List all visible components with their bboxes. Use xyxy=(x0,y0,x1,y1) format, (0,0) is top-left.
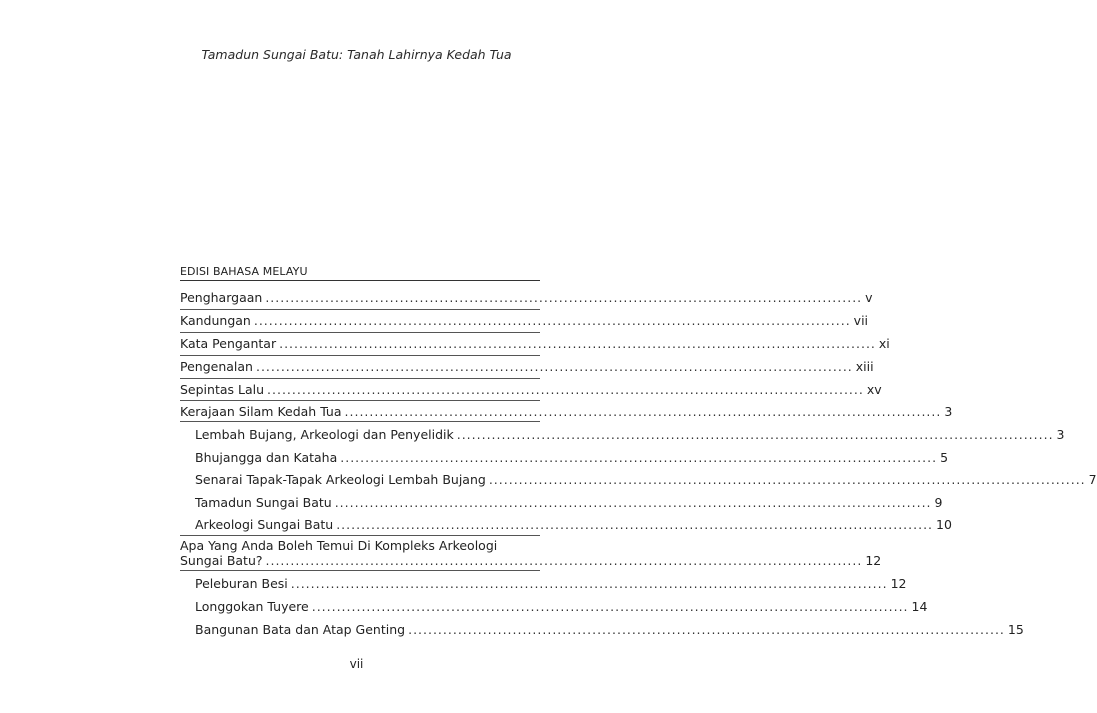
toc-subentry xyxy=(195,576,907,591)
toc-entry-label: Kandungan xyxy=(180,313,251,328)
toc-chapter-entry xyxy=(180,404,953,419)
toc-entry-page: 5 xyxy=(940,450,949,465)
toc-top-rule xyxy=(180,280,540,281)
toc-entry-page: 3 xyxy=(944,404,953,419)
toc-leader-dots: ........................................................................................................................ xyxy=(488,472,1086,487)
toc-subentry xyxy=(195,495,943,510)
toc-entry-page: 7 xyxy=(1088,472,1097,487)
toc-divider xyxy=(180,400,540,401)
toc-leader-dots: ........................................................................................................................ xyxy=(290,576,888,591)
toc-entry xyxy=(180,359,874,374)
toc-entry-page: 3 xyxy=(1056,427,1065,442)
toc-leader-dots: ........................................................................................................................ xyxy=(267,382,864,397)
toc-entry-page: 9 xyxy=(934,495,943,510)
toc-entry-page: 12 xyxy=(865,553,882,568)
toc-entry-label-line1: Apa Yang Anda Boleh Temui Di Kompleks Arkeologi xyxy=(180,538,498,553)
toc-divider xyxy=(180,421,540,422)
toc-entry-page: xv xyxy=(866,382,882,397)
toc-leader-dots: ........................................................................................................................ xyxy=(255,359,853,374)
toc-entry-label: Tamadun Sungai Batu xyxy=(195,495,332,510)
toc-entry-label: Sepintas Lalu xyxy=(180,382,265,397)
toc-subentry xyxy=(195,472,1097,487)
toc-divider xyxy=(180,378,540,379)
toc-entry-label: Longgokan Tuyere xyxy=(195,599,309,614)
toc-leader-dots: ........................................................................................................................ xyxy=(334,495,932,510)
toc-entry-page: 14 xyxy=(911,599,928,614)
toc-entry-page: xi xyxy=(878,336,890,351)
toc-leader-dots: ........................................................................................................................ xyxy=(253,313,851,328)
toc-entry-page: v xyxy=(865,290,873,305)
toc-divider xyxy=(180,355,540,356)
toc-subentry xyxy=(195,622,1024,637)
toc-leader-dots: ........................................................................................................................ xyxy=(265,290,863,305)
toc-divider xyxy=(180,332,540,333)
toc-leader-dots: ........................................................................................................................ xyxy=(344,404,942,419)
toc-leader-dots: ........................................................................................................................ xyxy=(336,517,934,532)
toc-subentry xyxy=(195,517,952,532)
toc-entry-label: Bhujangga dan Kataha xyxy=(195,450,338,465)
toc-entry-label: Bangunan Bata dan Atap Genting xyxy=(195,622,406,637)
toc-entry-label: Lembah Bujang, Arkeologi dan Penyelidik xyxy=(195,427,454,442)
toc-entry-page: xiii xyxy=(855,359,874,374)
toc-entry-label: Peleburan Besi xyxy=(195,576,288,591)
toc-subentry xyxy=(195,599,928,614)
page-number: vii xyxy=(349,657,364,671)
toc-entry xyxy=(180,336,890,351)
toc-leader-dots: ........................................................................................................................ xyxy=(340,450,938,465)
toc-entry-page: 15 xyxy=(1007,622,1024,637)
toc-entry-page: vii xyxy=(853,313,869,328)
toc-entry-label-line2: Sungai Batu? xyxy=(180,553,263,568)
toc-entry-label: Arkeologi Sungai Batu xyxy=(195,517,334,532)
toc-leader-dots: ........................................................................................................................ xyxy=(456,427,1054,442)
toc-leader-dots: ........................................................................................................................ xyxy=(265,553,863,568)
toc-entry xyxy=(180,382,882,397)
toc-divider xyxy=(180,309,540,310)
toc-divider xyxy=(180,570,540,571)
toc-subentry xyxy=(195,427,1065,442)
running-header: Tamadun Sungai Batu: Tanah Lahirnya Kedah Tua xyxy=(201,47,512,62)
toc-entry-label: Pengenalan xyxy=(180,359,253,374)
toc-entry-page: 12 xyxy=(890,576,907,591)
toc-entry xyxy=(180,313,869,328)
toc-entry-page: 10 xyxy=(936,517,952,532)
toc-section-title: EDISI BAHASA MELAYU xyxy=(180,265,308,278)
toc-leader-dots: ........................................................................................................................ xyxy=(311,599,909,614)
toc-chapter-entry xyxy=(180,538,882,568)
toc-entry-label: Kata Pengantar xyxy=(180,336,277,351)
toc-leader-dots: ........................................................................................................................ xyxy=(279,336,876,351)
toc-entry xyxy=(180,290,873,305)
toc-divider xyxy=(180,535,540,536)
toc-entry-label: Penghargaan xyxy=(180,290,263,305)
toc-leader-dots: ........................................................................................................................ xyxy=(408,622,1005,637)
toc-entry-label: Kerajaan Silam Kedah Tua xyxy=(180,404,342,419)
toc-subentry xyxy=(195,450,949,465)
toc-entry-label: Senarai Tapak-Tapak Arkeologi Lembah Bujang xyxy=(195,472,486,487)
